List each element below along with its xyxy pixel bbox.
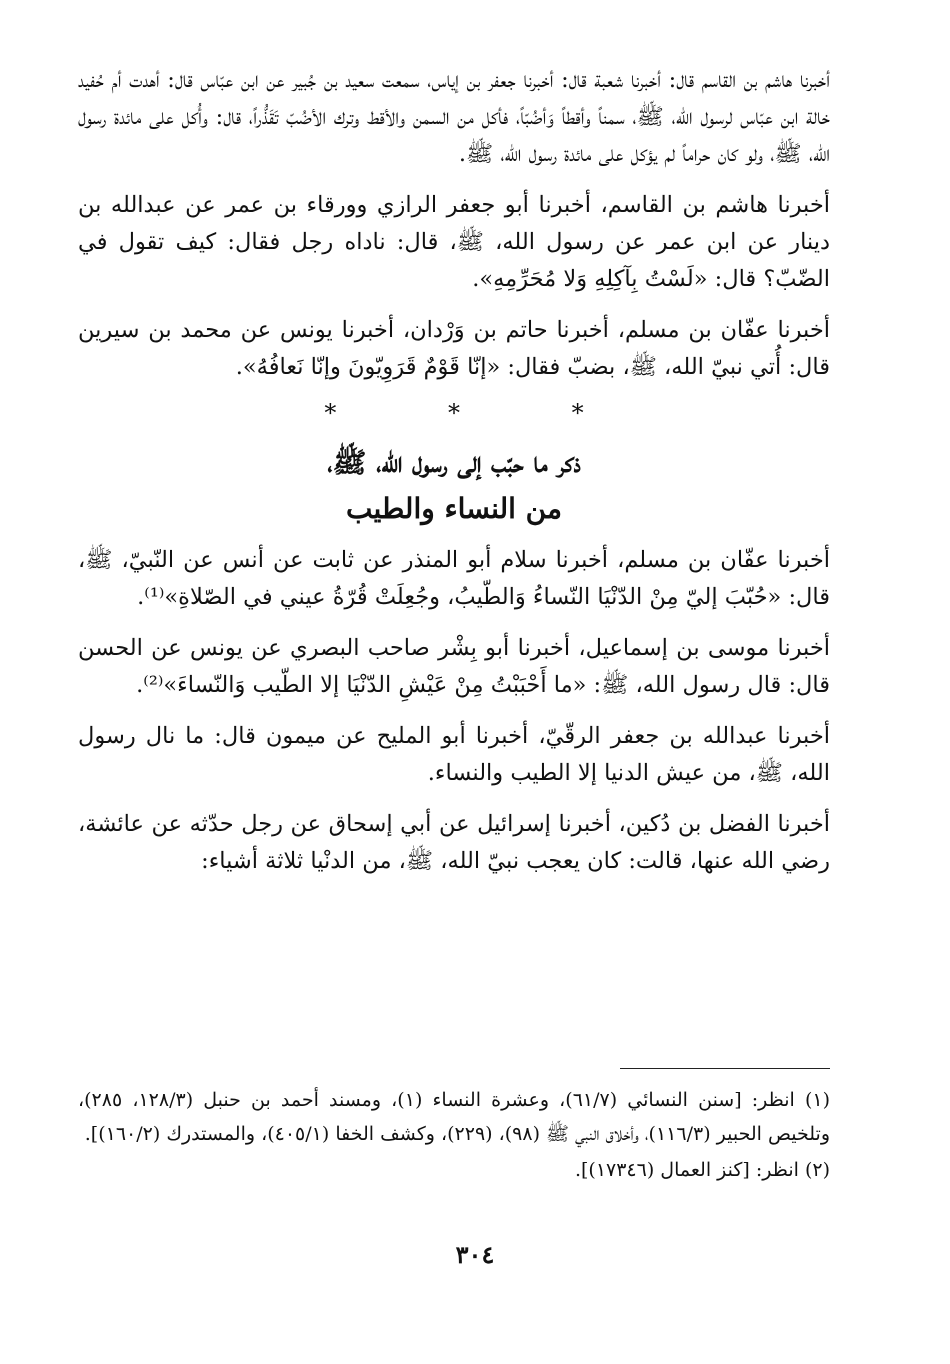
section-heading-line-1: ذكر ما حبّب إلى رسول الله، ﷺ، [327,446,581,479]
paragraph: أخبرنا الفضل بن دُكين، أخبرنا إسرائيل عن أبي إسحاق عن رجل حدّثه عن عائشة، رضي الله عنها، قالت: كان يعجب نبيّ الله، ﷺ، من الدنْيا ثلاثة أشياء: [78,811,830,874]
paragraph: أخبرنا عفّان بن مسلم، أخبرنا حاتم بن وَرْدان، أخبرنا يونس عن محمد بن سيرين قال: أُتي نبيّ الله، ﷺ، بضبّ فقال: «إنّا قَوْمٌ قَرَوِيّونَ وإنّا نَعافُهُ». [78,317,830,380]
paragraph: أخبرنا عفّان بن مسلم، أخبرنا سلام أبو المنذر عن ثابت عن أنس عن النّبيّ، ﷺ، قال: «حُبّبَ إليّ مِنْ الدّنْيَا النّساءُ وَالطّيبُ، وجُعِلَتْ قُرّةُ عيني في الصّلاةِ»⁽¹⁾. [78,547,830,610]
footnote: (٢) انظر: [كنز العمال (١٧٣٤٦)]. [574,1159,830,1181]
footnote: (١) انظر: [سنن النسائي (٦١/٧)، وعشرة النساء (١)، ومسند أحمد بن حنبل (١٢٨/٣، ٢٨٥)، وتلخيص الحبير (١١٦/٣)، وأخلاق النبي ﷺ (٩٨)، (٢٢٩)، وكشف الخفا (٤٠٥/١)، والمستدرك (١٦٠/٢)]. [78,1089,831,1145]
paragraph: أخبرنا هاشم بن القاسم، أخبرنا أبو جعفر الرازي وورقاء بن عمر عن عبدالله بن دينار عن ابن عمر عن رسول الله، ﷺ، قال: ناداه رجل فقال: كيف تقول في الضّبّ؟ قال: «لَسْتُ بِآكِلِهِ وَلا مُحَرِّمِهِ». [78,192,830,292]
footnote-divider [620,1068,830,1069]
section-separator: * * * [324,399,636,427]
page-body [78,62,830,894]
page-number: ٣٠٤ [455,1240,495,1269]
paragraph: أخبرنا هاشم بن القاسم قال: أخبرنا شعبة قال: أخبرنا جعفر بن إياس، سمعت سعيد بن جُبير عن ابن عبّاس قال: أهدت أم حُفيد خالة ابن عبّاس لرسول الله، ﷺ، سمناً وأقطاً وَأضُبّاً، فأكل من السمن والأقط وترك الأضُبّ تَقَذُّراً، قال: وأُكل على مائدة رسول الله، ﷺ، ولو كان حراماً لم يؤكل على مائدة رسول الله، ﷺ. [78,67,830,167]
footnotes [78,1068,830,1189]
paragraph: أخبرنا عبدالله بن جعفر الرقّيّ، أخبرنا أبو المليح عن ميمون قال: ما نال رسول الله، ﷺ، من عيش الدنيا إلا الطيب والنساء. [78,723,830,786]
paragraph: أخبرنا موسى بن إسماعيل، أخبرنا أبو بِشْر صاحب البصري عن يونس عن الحسن قال: قال رسول الله، ﷺ: «ما أَحْبَبْتُ مِنْ عَيْشِ الدّنْيَا إلا الطّيب وَالنّساءَ»⁽²⁾. [78,635,830,698]
section-heading-line-2: من النساء والطيب [346,492,562,525]
